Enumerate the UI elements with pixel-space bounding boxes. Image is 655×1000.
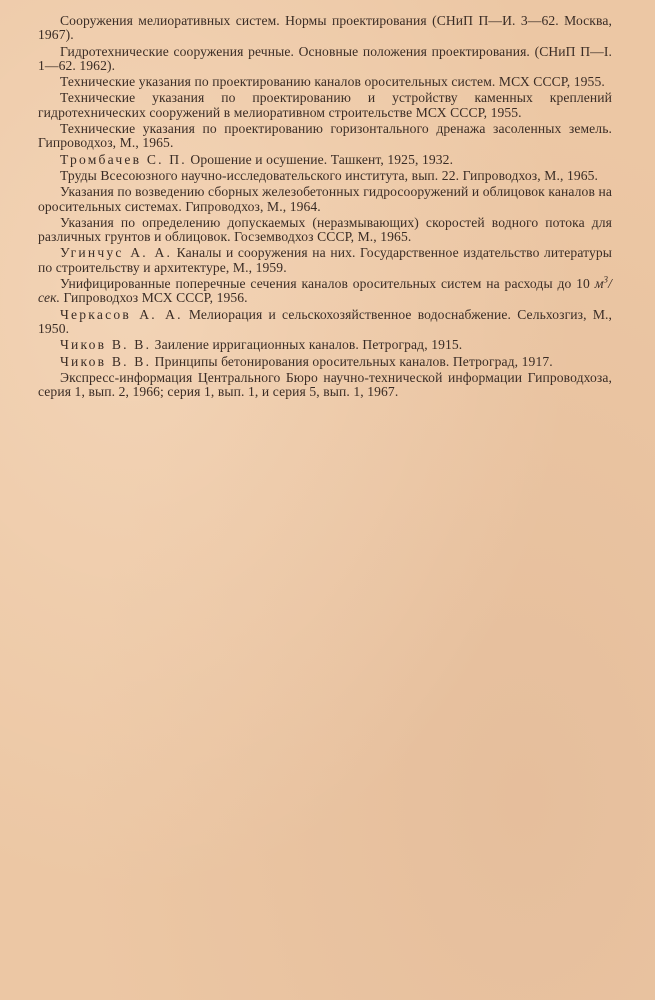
reference-item	[38, 45, 612, 74]
reference-item	[38, 274, 612, 306]
reference-item	[38, 216, 612, 245]
reference-author: Чиков В. В.	[60, 337, 152, 353]
reference-item	[38, 122, 612, 151]
reference-item	[38, 308, 612, 337]
reference-text: Указания по определению допускаемых (неразмывающих) скоростей водного потока для различных грунтов и облицовок. Госземводхоз СССР, М., 1965.	[38, 214, 612, 245]
reference-item	[38, 371, 612, 400]
reference-text-after: Гипроводхоз МСХ СССР, 1956.	[60, 290, 248, 306]
reference-author: Тромбачев С. П.	[60, 151, 187, 167]
reference-item	[38, 75, 612, 89]
reference-item	[38, 185, 612, 214]
reference-item	[38, 14, 612, 43]
reference-list	[38, 14, 612, 401]
reference-text: Гидротехнические сооружения речные. Основные положения проектирования. (СНиП П—I. 1—62. 1962).	[38, 43, 612, 73]
reference-author: Черкасов А. А.	[60, 306, 183, 322]
reference-item	[38, 169, 612, 183]
reference-text: Сооружения мелиоративных систем. Нормы проектирования (СНиП П—И. 3—62. Москва, 1967).	[38, 13, 612, 43]
reference-item	[38, 91, 612, 120]
reference-text: Принципы бетонирования оросительных каналов. Петроград, 1917.	[151, 353, 553, 369]
reference-item	[38, 355, 612, 369]
flow-unit: $м^3$/сек.	[38, 274, 612, 306]
reference-text: Указания по возведению сборных железобетонных гидросооружений и облицовок каналов на оросительных системах. Гипроводхоз, М., 1964.	[38, 184, 612, 214]
reference-item	[38, 153, 612, 167]
reference-text: Технические указания по проектированию каналов оросительных систем. МСХ СССР, 1955.	[60, 74, 605, 90]
reference-text: Мелиорация и сельскохозяйственное водоснабжение. Сельхозгиз, М., 1950.	[38, 306, 612, 336]
reference-text: Труды Всесоюзного научно-исследовательского института, вып. 22. Гипроводхоз, М., 1965.	[60, 167, 599, 183]
reference-author: Угинчус А. А.	[60, 245, 173, 261]
reference-text: Унифицированные поперечные сечения каналов оросительных систем на расходы до 10	[60, 276, 595, 292]
reference-text: Каналы и сооружения на них. Государственное издательство литературы по строительству и архитектуре, М., 1959.	[38, 245, 612, 275]
reference-author: Чиков В. В.	[60, 353, 152, 369]
reference-item	[38, 338, 612, 352]
reference-text: Орошение и осушение. Ташкент, 1925, 1932.	[186, 151, 454, 167]
reference-text: Технические указания по проектированию и устройству каменных креплений гидротехнических сооружений в мелиоративном строительстве МСХ СССР, 1955.	[38, 90, 612, 120]
reference-text: Технические указания по проектированию горизонтального дренажа засоленных земель. Гипроводхоз, М., 1965.	[38, 121, 612, 151]
reference-text: Заиление ирригационных каналов. Петроград, 1915.	[151, 337, 463, 353]
reference-text: Экспресс-информация Центрального Бюро научно-технической информации Гипроводхоза, серия 1, вып. 2, 1966; серия 1, вып. 1, и серия 5, вып. 1, 1967.	[38, 369, 612, 400]
reference-item	[38, 246, 612, 275]
